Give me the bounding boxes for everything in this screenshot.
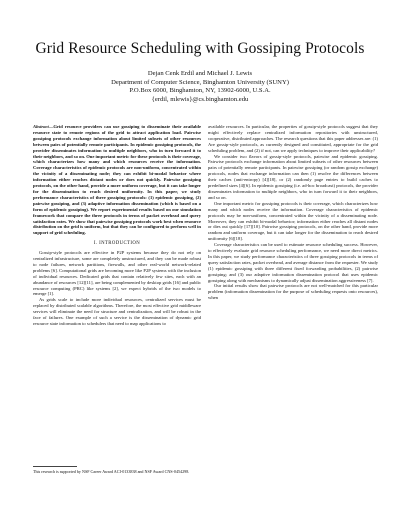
author-block (0, 70, 400, 104)
email-address: {erdil, mlewis}@cs.binghamton.edu (151, 95, 249, 103)
footnote-divider (33, 466, 77, 467)
abstract (33, 124, 201, 236)
right-paragraph-3: One important metric for gossiping protocols is their coverage, which characterizes how many and which nodes receive the information. Coverage characteristics of epidemic protocols may be non-uniform, concentrated within the vicinity of a disseminating node. Moreover, they can exhibit bi-modal behavior; information either reaches all distant nodes or dies out quickly [17][10]. Pairwise gossiping protocols, on the other hand, provide more random and uniform coverage, but it can take longer for the dissemination to reach desired uniformity [6][18]. (208, 200, 378, 242)
intro-paragraph-2: As grids scale to include more individual resources, centralized services must be replaced by distributed scalable algorithms. Therefore, the most effective grid middleware services will eliminate the need for structure and centralization, and will be robust in the face of failures. One example of such a service is the dissemination of dynamic grid resource state information to schedulers that need to map applications to (33, 297, 201, 326)
right-paragraph-1: available resources. In particular, the properties of gossip-style protocols suggest that they might effectively replace centralized information repositories with unstructured, cooperative, distributed approaches. The research questions that this paper addresses are: (1) Are gossip-style protocols, as currently designed and constituted, appropriate for the grid scheduling problem, and (2) if not, can we apply techniques to improve their applicability? (208, 124, 378, 153)
footnote: This research is supported by NSF Career Award ACI-0133838 and NSF Award CNS-0454298. (33, 469, 190, 474)
author-names: Dejan Cenk Erdil and Michael J. Lewis (147, 70, 253, 77)
postal-address: P.O.Box 6000, Binghamton, NY, 13902-6000, U.S.A. (129, 87, 271, 95)
affiliation: Department of Computer Science, Binghamton University (SUNY) (111, 78, 289, 86)
right-paragraph-5: Our initial results show that pairwise protocols are not well-matched for this particular problem (information dissemination for the purpose of scheduling requests onto resources), when (208, 283, 378, 301)
left-column (33, 124, 201, 327)
right-column (208, 124, 378, 301)
abstract-text: Grid resource providers can use gossiping to disseminate their available resource state to remote regions of the grid to attract application load. Pairwise gossiping protocols exchange information about limited subsets of other resources between pairs of potentially remote participants. In epidemic gossiping protocols, the provider disseminates information to multiple neighbors, who in turn forward it to their neighbors, and so on. One important metric for these protocols is their coverage, which characterizes how many and which resources receive the information. Coverage characteristics of epidemic protocols are non-uniform, concentrated within the vicinity of a disseminating node; they can exhibit bi-modal behavior where information either reaches distant nodes or does not quickly. Pairwise gossiping protocols, on the other hand, provide a more uniform coverage, but it can take longer for the dissemination to reach desired uniformity. In this paper, we study performance characteristics of three gossiping protocols: (1) epidemic gossiping, (2) pairwise gossiping, and (3) adaptive information dissemination (which is based on a form of epidemic gossiping). We report experimental results based on our simulation framework that compare the three protocols in terms of packet overhead and query satisfaction rates. We show that pairwise gossiping protocols work best when resource distribution on the grid is uniform, but that they can be configured to perform well in support of grid scheduling. (33, 124, 201, 236)
right-paragraph-4: Coverage characteristics can be used to estimate resource scheduling success. However, to effectively evaluate grid resource scheduling performance, we need more direct metrics. In this paper, we study performance characteristics of three gossiping protocols in terms of query satisfaction rates, packet overhead, and average distance from the requester. We study (1) epidemic gossiping with three different fixed forwarding probabilities, (2) pairwise gossiping; and (3) our adaptive information dissemination protocol that uses epidemic gossiping along with mechanisms to dynamically adjust dissemination aggressiveness [7]. (208, 242, 378, 283)
intro-paragraph-1: Gossip-style protocols are effective in P2P systems because they do not rely on centralized infrastructure, some are completely unstructured, and they can be made robust to node failures, network partitions, firewalls, and other real-world network-related problems [6]. Computational grids are becoming more like P2P systems with the inclusion of individual resources. Dedicated grids that contain relatively few sites, each with an abundance of resources [12][11], are being complemented by desktop grids [16] and public resource computing (PRC) like systems [2], we expect hybrids of the two models to emerge [1]. (33, 250, 201, 297)
abstract-label: Abstract— (33, 124, 54, 129)
section-heading-introduction: I. INTRODUCTION (93, 241, 141, 247)
paper-title: Grid Resource Scheduling with Gossiping Protocols (35, 40, 365, 57)
right-paragraph-2: We consider two flavors of gossip-style protocols, pairwise and epidemic gossiping. Pairwise protocols exchange information about limited subsets of other resources between pairs of potentially remote participants. In pairwise gossiping (or random gossip exchange) protocols, nodes that exchange information can then (1) resolve the differences between their caches (anti-entropy) [4][18], or (2) randomly page entries to build caches to predefined sizes [4][6]. In epidemic gossiping (i.e. ad-hoc broadcast) protocols, the provider disseminates information to multiple neighbors, who in turn forward it to their neighbors, and so on. (208, 153, 378, 200)
